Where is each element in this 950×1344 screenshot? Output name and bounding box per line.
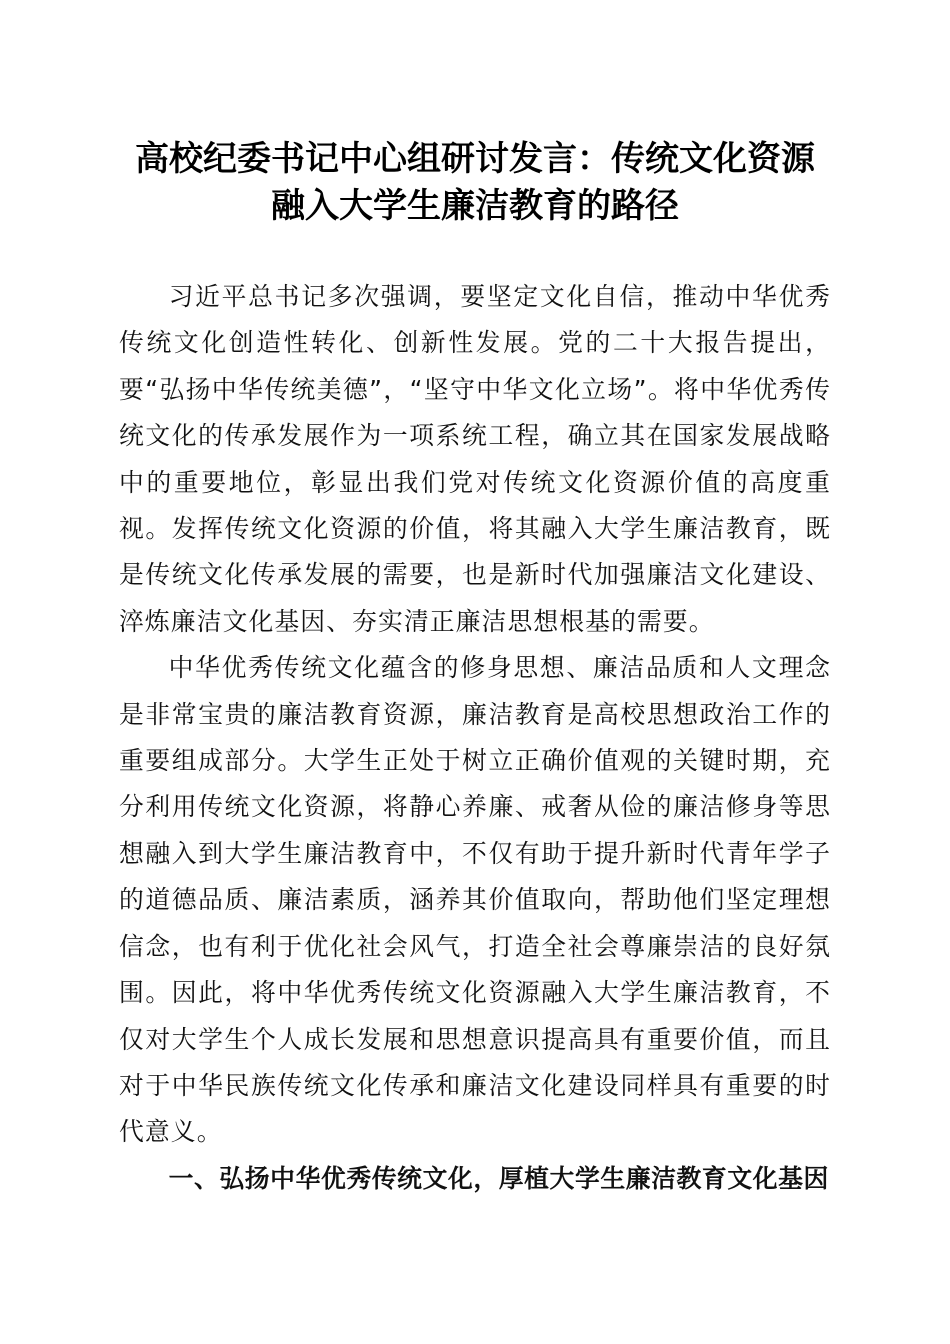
section-heading-1: 一、弘扬中华优秀传统文化，厚植大学生廉洁教育文化基因	[168, 1163, 829, 1193]
paragraph-1: 习近平总书记多次强调，要坚定文化自信，推动中华优秀传统文化创造性转化、创新性发展。党的二十大报告提出，要“弘扬中华传统美德”，“坚守中华文化立场”。将中华优秀传统文化的传承发展作为一项系统工程，确立其在国家发展战略中的重要地位，彰显出我们党对传统文化资源价值的高度重视。发挥传统文化资源的价值，将其融入大学生廉洁教育，既是传统文化传承发展的需要，也是新时代加强廉洁文化建设、淬炼廉洁文化基因、夯实清正廉洁思想根基的需要。	[119, 282, 831, 636]
document-body	[119, 274, 831, 1202]
paragraph-2: 中华优秀传统文化蕴含的修身思想、廉洁品质和人文理念是非常宝贵的廉洁教育资源，廉洁教育是高校思想政治工作的重要组成部分。大学生正处于树立正确价值观的关键时期，充分利用传统文化资源，将静心养廉、戒奢从俭的廉洁修身等思想融入到大学生廉洁教育中，不仅有助于提升新时代青年学子的道德品质、廉洁素质，涵养其价值取向，帮助他们坚定理想信念，也有利于优化社会风气，打造全社会尊廉崇洁的良好氛围。因此，将中华优秀传统文化资源融入大学生廉洁教育，不仅对大学生个人成长发展和思想意识提高具有重要价值，而且对于中华民族传统文化传承和廉洁文化建设同样具有重要的时代意义。	[119, 653, 831, 1147]
document-title	[100, 136, 850, 230]
title-line-1: 高校纪委书记中心组研讨发言：传统文化资源	[135, 139, 815, 179]
title-line-2: 融入大学生廉洁教育的路径	[271, 186, 679, 226]
